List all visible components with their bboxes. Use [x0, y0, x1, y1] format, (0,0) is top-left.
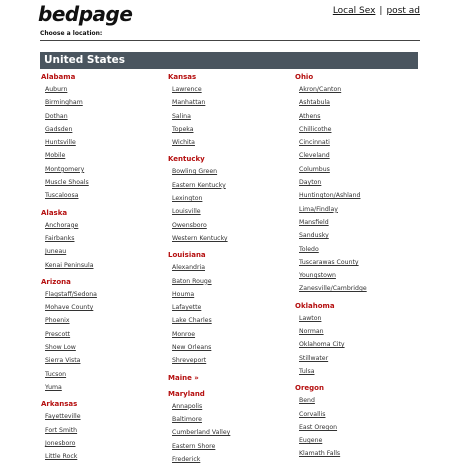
city-link[interactable]: Chillicothe: [299, 125, 332, 133]
city-link[interactable]: Lawton: [299, 314, 322, 322]
location-column-2: [168, 72, 288, 466]
state-heading[interactable]: Oregon: [295, 384, 324, 393]
city-link[interactable]: Topeka: [172, 125, 194, 133]
site-logo[interactable]: bedpage: [38, 2, 133, 26]
city-link[interactable]: Little Rock: [45, 453, 78, 461]
city-link[interactable]: Athens: [299, 112, 321, 120]
city-link[interactable]: Houma: [172, 290, 195, 298]
city-link[interactable]: New Orleans: [172, 344, 212, 352]
state-heading[interactable]: Arizona: [41, 277, 71, 286]
city-link[interactable]: Lexington: [172, 195, 203, 203]
header-divider: [40, 40, 420, 41]
city-link[interactable]: Phoenix: [45, 317, 70, 325]
city-link[interactable]: Cincinnati: [299, 139, 330, 147]
state-heading[interactable]: Kansas: [168, 73, 197, 81]
city-link[interactable]: Columbus: [299, 165, 330, 173]
city-link[interactable]: Fayetteville: [45, 413, 81, 421]
city-link[interactable]: Kenai Peninsula: [45, 261, 94, 269]
city-link[interactable]: Birmingham: [45, 99, 83, 107]
city-link[interactable]: Huntsville: [45, 139, 76, 147]
city-link[interactable]: Oklahoma City: [299, 341, 345, 349]
city-link[interactable]: Gadsden: [45, 125, 73, 133]
city-link[interactable]: Corvallis: [299, 410, 326, 418]
city-link[interactable]: Dayton: [299, 179, 322, 187]
city-link[interactable]: Eastern Shore: [172, 442, 216, 450]
city-link[interactable]: Lima/Findlay: [299, 205, 338, 213]
city-link[interactable]: Lafayette: [172, 304, 202, 312]
state-heading[interactable]: Alabama: [41, 73, 76, 81]
post-ad-link[interactable]: post ad: [386, 6, 420, 16]
city-link[interactable]: Sierra Vista: [45, 357, 81, 365]
country-header: United States: [40, 52, 418, 69]
city-link[interactable]: Baltimore: [172, 415, 202, 423]
city-link[interactable]: Eugene: [299, 437, 323, 445]
city-link[interactable]: Lawrence: [172, 86, 202, 93]
top-links: [333, 6, 420, 16]
city-link[interactable]: Owensboro: [172, 221, 207, 229]
city-link[interactable]: Akron/Canton: [299, 86, 342, 93]
city-link[interactable]: Frederick: [172, 455, 201, 463]
state-heading[interactable]: Maine »: [168, 373, 199, 382]
city-link[interactable]: Mobile: [45, 152, 66, 160]
state-heading[interactable]: Alaska: [41, 208, 68, 217]
city-link[interactable]: Annapolis: [172, 402, 203, 410]
state-heading[interactable]: Ohio: [295, 73, 314, 81]
city-link[interactable]: Cumberland Valley: [172, 429, 231, 437]
city-link[interactable]: Montgomery: [45, 165, 85, 173]
city-link[interactable]: Alexandria: [172, 264, 206, 272]
city-link[interactable]: Flagstaff/Sedona: [45, 290, 97, 298]
city-link[interactable]: Youngstown: [299, 272, 336, 280]
state-heading[interactable]: Maryland: [168, 389, 205, 398]
state-heading[interactable]: Kentucky: [168, 155, 205, 164]
city-link[interactable]: Fort Smith: [45, 426, 78, 434]
city-link[interactable]: Dothan: [45, 112, 68, 120]
city-link[interactable]: Show Low: [45, 344, 76, 352]
city-link[interactable]: Toledo: [299, 245, 319, 253]
city-link[interactable]: Prescott: [45, 330, 71, 338]
location-column-1: [41, 72, 161, 463]
city-link[interactable]: Wichita: [172, 139, 195, 147]
city-link[interactable]: Tuscaloosa: [45, 192, 79, 200]
city-link[interactable]: Shreveport: [172, 357, 207, 365]
location-column-3: [295, 72, 415, 461]
city-link[interactable]: Huntington/Ashland: [299, 192, 361, 200]
city-link[interactable]: Tucson: [45, 370, 67, 378]
city-link[interactable]: Mohave County: [45, 304, 94, 312]
city-link[interactable]: Sandusky: [299, 232, 329, 240]
city-link[interactable]: Bend: [299, 397, 315, 405]
city-link[interactable]: Anchorage: [45, 221, 79, 229]
city-link[interactable]: Baton Rouge: [172, 277, 212, 285]
city-link[interactable]: Stillwater: [299, 354, 329, 362]
city-link[interactable]: Tulsa: [299, 367, 315, 375]
choose-location-label: Choose a location:: [40, 30, 103, 37]
city-link[interactable]: Western Kentucky: [172, 234, 228, 242]
local-sex-link[interactable]: Local Sex: [332, 6, 376, 16]
city-link[interactable]: Auburn: [45, 86, 68, 93]
city-link[interactable]: Fairbanks: [45, 234, 75, 242]
city-link[interactable]: Ashtabula: [299, 99, 330, 107]
state-heading[interactable]: Oklahoma: [295, 301, 335, 310]
city-link[interactable]: Klamath Falls: [299, 450, 341, 458]
city-link[interactable]: Jonesboro: [45, 439, 76, 447]
city-link[interactable]: East Oregon: [299, 423, 338, 431]
city-link[interactable]: Lake Charles: [172, 317, 212, 325]
city-link[interactable]: Salina: [172, 112, 191, 120]
city-link[interactable]: Monroe: [172, 330, 196, 338]
city-link[interactable]: Juneau: [45, 248, 67, 256]
state-heading[interactable]: Louisiana: [168, 251, 206, 260]
city-link[interactable]: Zanesville/Cambridge: [299, 285, 367, 293]
city-link[interactable]: Cleveland: [299, 152, 330, 160]
state-heading[interactable]: Arkansas: [41, 400, 78, 409]
city-link[interactable]: Bowling Green: [172, 168, 218, 176]
city-link[interactable]: Mansfield: [299, 218, 329, 226]
city-link[interactable]: Eastern Kentucky: [172, 181, 226, 189]
city-link[interactable]: Tuscarawas County: [299, 258, 359, 266]
city-link[interactable]: Yuma: [45, 383, 62, 391]
city-link[interactable]: Manhattan: [172, 99, 206, 107]
link-separator: |: [379, 6, 383, 16]
city-link[interactable]: Louisville: [172, 208, 201, 216]
city-link[interactable]: Muscle Shoals: [45, 179, 89, 187]
city-link[interactable]: Norman: [299, 328, 324, 336]
